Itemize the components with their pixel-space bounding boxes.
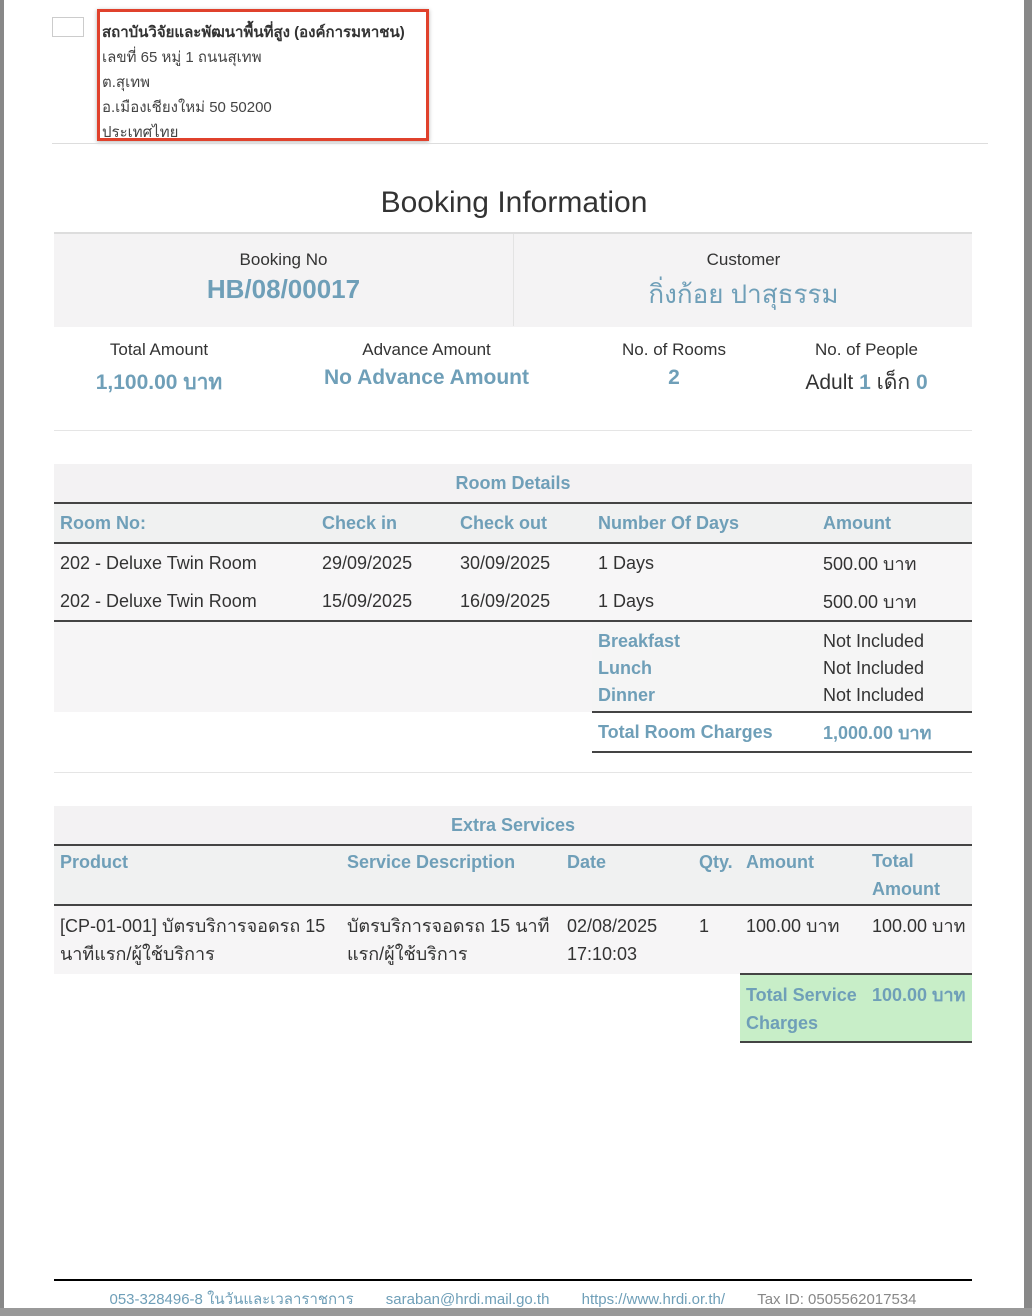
viewer-background <box>0 1308 1032 1316</box>
section-title: Room Details <box>54 464 972 503</box>
company-logo <box>52 17 84 37</box>
customer-label: Customer <box>706 250 781 269</box>
section-title: Extra Services <box>54 806 972 845</box>
table-row: 202 - Deluxe Twin Room 15/09/2025 16/09/2025 1 Days 500.00 บาท <box>54 582 972 621</box>
table-row: [CP-01-001] บัตรบริการจอดรถ 15 นาทีแรก/ผู้ใช้บริการ บัตรบริการจอดรถ 15 นาทีแรก/ผู้ใช้บริการ 02/08/2025 17:10:03 1 100.00 บาท 100.00 บาท <box>54 905 972 974</box>
footer-phone: 053-328496-8 ในวันและเวลาราชการ <box>109 1291 354 1308</box>
people-label: No. of People <box>814 340 918 359</box>
booking-no-label: Booking No <box>239 250 328 269</box>
total-amount-label: Total Amount <box>109 340 209 359</box>
extra-services-table <box>54 806 972 1043</box>
column-header: Product <box>54 845 341 905</box>
page-title: Booking Information <box>380 186 648 219</box>
table-row: 202 - Deluxe Twin Room 29/09/2025 30/09/2025 1 Days 500.00 บาท <box>54 543 972 582</box>
address-line: เลขที่ 65 หมู่ 1 ถนนสุเทพ <box>102 49 262 66</box>
people-count: Adult 1 เด็ก 0 <box>805 371 928 394</box>
company-name: สถาบันวิจัยและพัฒนาพื้นที่สูง (องค์การมหาชน) <box>102 24 405 41</box>
total-service-charges: 100.00 บาท <box>866 974 972 1042</box>
divider <box>52 143 988 144</box>
meal-status: Not Included <box>823 658 925 678</box>
total-room-charges-label: Total Room Charges <box>592 712 817 752</box>
advance-amount-label: Advance Amount <box>362 340 491 359</box>
column-header: Check out <box>454 503 592 543</box>
footer <box>54 1279 972 1311</box>
column-header: Date <box>561 845 693 905</box>
room-total-row <box>54 712 972 752</box>
meal-label: Lunch <box>598 658 652 678</box>
total-room-charges: 1,000.00 บาท <box>817 712 972 752</box>
divider <box>54 772 972 773</box>
column-header: Number Of Days <box>592 503 817 543</box>
column-header: Check in <box>316 503 454 543</box>
meal-status: Not Included <box>823 631 925 651</box>
column-header: Qty. <box>693 845 740 905</box>
column-header: Service Description <box>341 845 561 905</box>
booking-no: HB/08/00017 <box>206 274 361 304</box>
column-header: Room No: <box>54 503 316 543</box>
meal-label: Breakfast <box>598 631 681 651</box>
address-line: อ.เมืองเชียงใหม่ 50 50200 <box>102 99 272 116</box>
advance-amount: No Advance Amount <box>324 366 529 389</box>
rooms-count: 2 <box>668 366 680 389</box>
report-page <box>4 0 1024 1308</box>
footer-email[interactable]: saraban@hrdi.mail.go.th <box>385 1291 550 1308</box>
footer-website[interactable]: https://www.hrdi.or.th/ <box>581 1291 726 1308</box>
column-header: Total Amount <box>866 845 972 905</box>
customer-name: กิ่งก้อย ปาสุธรรม <box>648 279 839 309</box>
address-line: ต.สุเทพ <box>102 74 150 91</box>
room-details-table <box>54 464 972 753</box>
divider <box>54 430 972 431</box>
service-total-row <box>54 974 972 1042</box>
booking-header <box>54 232 972 327</box>
meal-label: Dinner <box>598 685 656 705</box>
company-address-block <box>97 9 429 141</box>
total-amount: 1,100.00 บาท <box>95 371 223 394</box>
meal-status: Not Included <box>823 685 925 705</box>
total-service-charges-label: Total Service Charges <box>740 974 866 1042</box>
footer-tax-id: Tax ID: 0505562017534 <box>757 1291 917 1308</box>
column-header: Amount <box>817 503 972 543</box>
meals-row <box>54 621 972 712</box>
address-line: ประเทศไทย <box>102 124 179 141</box>
column-header: Amount <box>740 845 866 905</box>
rooms-label: No. of Rooms <box>622 340 726 359</box>
